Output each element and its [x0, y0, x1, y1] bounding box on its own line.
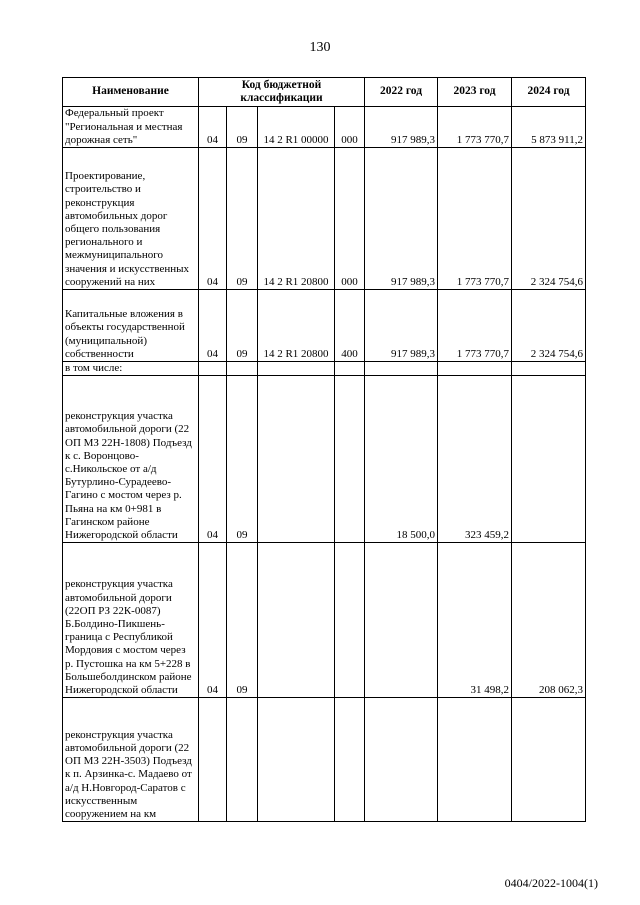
row-2022 [365, 698, 438, 822]
table-row [63, 376, 586, 543]
row-subsection: 09 [227, 148, 258, 290]
row-2022: 917 989,3 [365, 290, 438, 362]
row-section: 04 [199, 107, 227, 148]
row-expense-type: 000 [335, 148, 365, 290]
table-row [63, 148, 586, 290]
row-name: Проектирование, строительство и реконструкция автомобильных дорог общего пользования регионального и межмуниципального значения и искусственных сооружений на них [63, 148, 199, 290]
row-section: 04 [199, 376, 227, 543]
row-section: 04 [199, 290, 227, 362]
table-row [63, 107, 586, 148]
row-name: Федеральный проект "Региональная и местная дорожная сеть" [63, 107, 199, 148]
row-target-article [258, 376, 335, 543]
row-2024: 2 324 754,6 [512, 290, 586, 362]
table-row [63, 290, 586, 362]
row-subsection: 09 [227, 543, 258, 698]
header-2024: 2024 год [512, 78, 586, 107]
header-2023: 2023 год [438, 78, 512, 107]
row-2022 [365, 543, 438, 698]
row-2023: 323 459,2 [438, 376, 512, 543]
row-2023: 31 498,2 [438, 543, 512, 698]
row-target-article [258, 362, 335, 376]
row-2023: 1 773 770,7 [438, 107, 512, 148]
row-section [199, 698, 227, 822]
row-name: реконструкция участка автомобильной дороги (22 ОП МЗ 22Н-3503) Подъезд к п. Арзинка-с. Мадаево от а/д Н.Новгород-Саратов с искусственным сооружением на км [63, 698, 199, 822]
table-header-row [63, 78, 586, 107]
table-row [63, 698, 586, 822]
row-target-article: 14 2 R1 20800 [258, 148, 335, 290]
row-2022: 917 989,3 [365, 107, 438, 148]
row-target-article [258, 543, 335, 698]
row-expense-type: 000 [335, 107, 365, 148]
row-name: реконструкция участка автомобильной дороги (22 ОП МЗ 22Н-1808) Подъезд к с. Воронцово-с.Никольское от а/д Бутурлино-Сурадеево-Гагино с мостом через р. Пьяна на км 0+981 в Гагинском районе Нижегородской области [63, 376, 199, 543]
header-name: Наименование [63, 78, 199, 107]
row-section: 04 [199, 148, 227, 290]
row-2023 [438, 698, 512, 822]
row-subsection [227, 362, 258, 376]
table-row [63, 362, 586, 376]
row-2024 [512, 376, 586, 543]
row-subsection: 09 [227, 290, 258, 362]
row-expense-type [335, 543, 365, 698]
row-subsection [227, 698, 258, 822]
row-2023 [438, 362, 512, 376]
row-name: в том числе: [63, 362, 199, 376]
row-2024: 2 324 754,6 [512, 148, 586, 290]
row-2022 [365, 362, 438, 376]
header-2022: 2022 год [365, 78, 438, 107]
row-section: 04 [199, 543, 227, 698]
row-section [199, 362, 227, 376]
row-expense-type: 400 [335, 290, 365, 362]
page-number: 130 [309, 40, 331, 55]
header-code: Код бюджетной классификации [199, 78, 365, 107]
row-name: Капитальные вложения в объекты государственной (муниципальной) собственности [63, 290, 199, 362]
row-2023: 1 773 770,7 [438, 290, 512, 362]
table-row [63, 543, 586, 698]
budget-table [62, 77, 586, 822]
row-subsection: 09 [227, 107, 258, 148]
row-2024: 208 062,3 [512, 543, 586, 698]
row-target-article: 14 2 R1 20800 [258, 290, 335, 362]
row-2022: 917 989,3 [365, 148, 438, 290]
document-code: 0404/2022-1004(1) [504, 876, 598, 890]
row-2022: 18 500,0 [365, 376, 438, 543]
row-2024 [512, 362, 586, 376]
row-2024 [512, 698, 586, 822]
row-expense-type [335, 376, 365, 543]
row-target-article: 14 2 R1 00000 [258, 107, 335, 148]
row-2023: 1 773 770,7 [438, 148, 512, 290]
row-target-article [258, 698, 335, 822]
row-expense-type [335, 362, 365, 376]
row-expense-type [335, 698, 365, 822]
row-name: реконструкция участка автомобильной дороги (22ОП РЗ 22К-0087) Б.Болдино-Пикшень-граница с Республикой Мордовия с мостом через р. Пустошка на км 5+228 в Большеболдинском районе Нижегородской области [63, 543, 199, 698]
row-subsection: 09 [227, 376, 258, 543]
row-2024: 5 873 911,2 [512, 107, 586, 148]
